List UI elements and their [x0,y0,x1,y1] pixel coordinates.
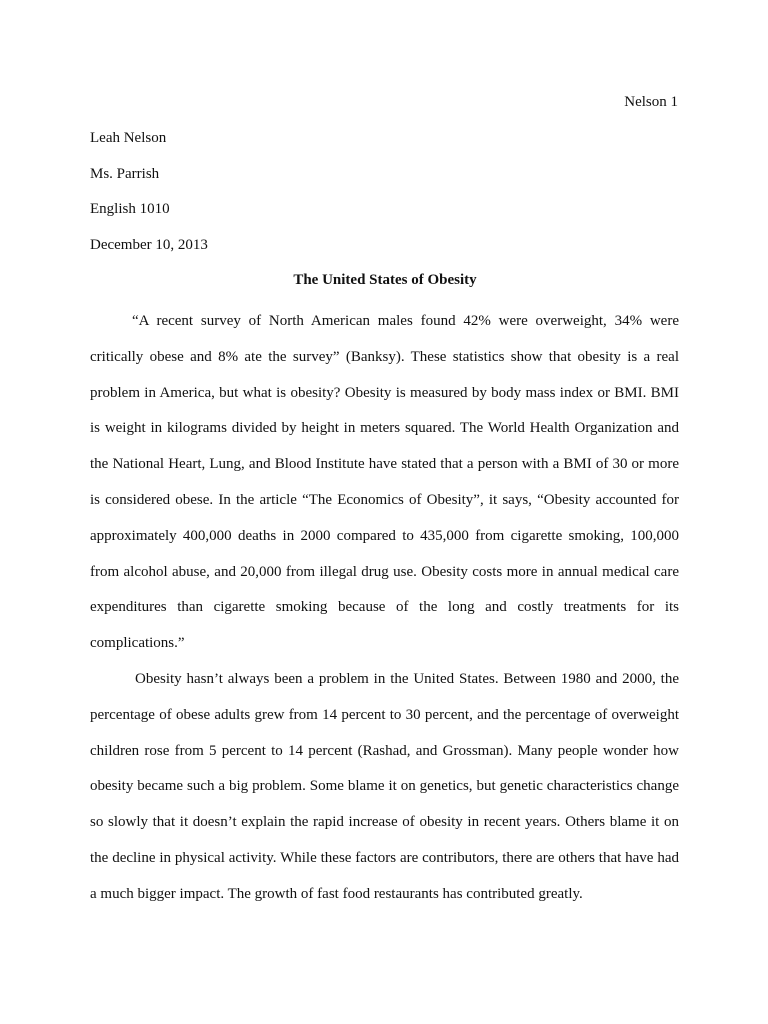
paragraph-2: Obesity hasn’t always been a problem in the United States. Between 1980 and 2000, the percentage of obese adults grew from 14 percent to 30 percent, and the percentage of overweight children rose from 5 percent to 14 percent (Rashad, and Grossman). Many people wonder how obesity became such a big problem. Some blame it on genetics, but genetic characteristics change so slowly that it doesn’t explain the rapid increase of obesity in recent years. Others blame it on the decline in physical activity. While these factors are contributors, there are others that have had a much bigger impact. The growth of fast food restaurants has contributed greatly. [90,670,679,902]
paragraph-1: “A recent survey of North American males found 42% were overweight, 34% were critically obese and 8% ate the survey” (Banksy). These statistics show that obesity is a real problem in America, but what is obesity? Obesity is measured by body mass index or BMI. BMI is weight in kilograms divided by height in meters squared. The World Health Organization and the National Heart, Lung, and Blood Institute have stated that a person with a BMI of 30 or more is considered obese. In the article “The Economics of Obesity”, it says, “Obesity accounted for approximately 400,000 deaths in 2000 compared to 435,000 from cigarette smoking, 100,000 from alcohol abuse, and 20,000 from illegal drug use. Obesity costs more in annual medical care expenditures than cigarette smoking because of the long and costly treatments for its complications.” [90,313,679,652]
essay-body [90,304,679,913]
course-name: English 1010 [90,201,170,217]
essay-title: The United States of Obesity [293,272,477,288]
date: December 10, 2013 [90,236,208,253]
instructor-name: Ms. Parrish [90,165,160,182]
mla-heading-block [90,128,680,270]
student-name: Leah Nelson [90,130,167,146]
page-header-label: Nelson 1 [624,94,678,110]
